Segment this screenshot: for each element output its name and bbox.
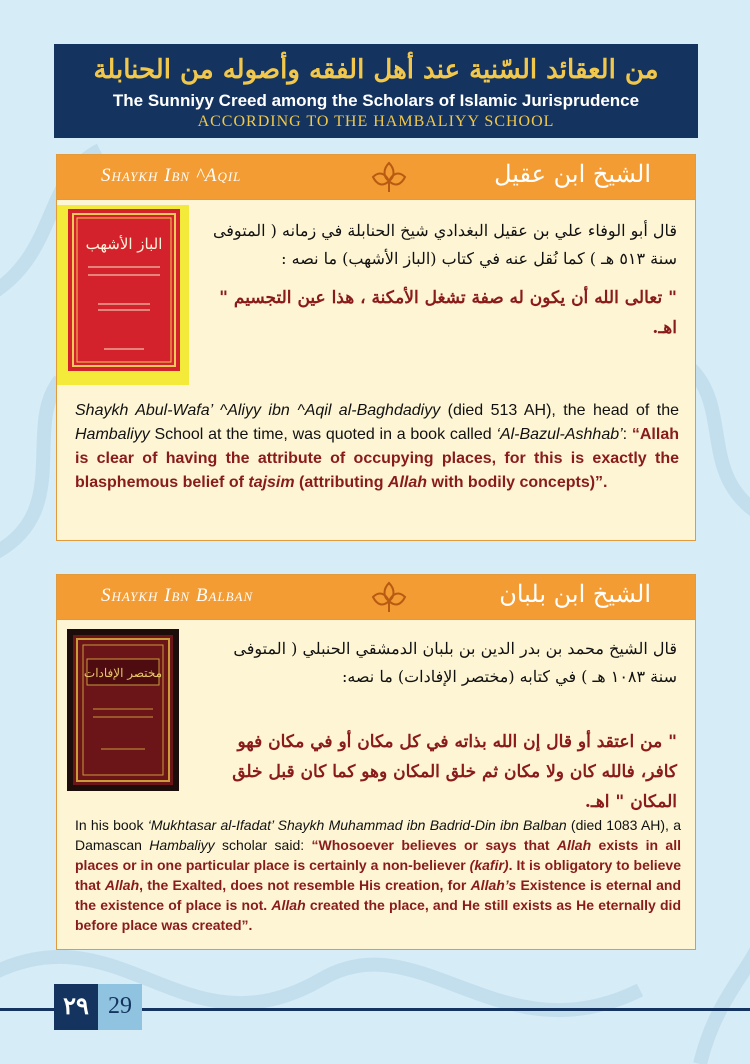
page-number: 29 — [98, 984, 142, 1030]
book-title: ‘Al-Bazul-Ashhab’ — [496, 426, 623, 443]
header-title-english: The Sunniyy Creed among the Scholars of Islamic Jurisprudence — [112, 91, 640, 110]
arabic-quote: " تعالى الله أن يكون له صفة تشغل الأمكنة ، هذا عين التجسيم " اهـ. — [219, 288, 677, 338]
card-name-english: Shaykh Ibn Balban — [101, 585, 254, 606]
header-title-arabic: من العقائد السّنية عند أهل الفقه وأصوله من الحنابلة — [93, 55, 659, 85]
arabic-quote: " من اعتقد أو قال إن الله بذاته في كل مكان أو في مكان فهو كافر، فالله كان ولا مكان ثم خلق المكان وهو كما كان قبل خلق المكان " اهـ. — [232, 732, 677, 812]
card-title-bar — [57, 155, 695, 200]
card-name-english: Shaykh Ibn ^Aqil — [101, 165, 242, 186]
ornament-icon — [369, 579, 409, 615]
english-translation: Shaykh Abul-Wafa’ ^Aliyy ibn ^Aqil al-Baghdadiyy (died 513 AH), the head of the Hambaliyy School at the time, was quoted in a book called ‘Al-Bazul-Ashhab’: “Allah is clear of having the attribute of occupying places, for this is exactly the blasphemous belief of tajsim (attributing Allah with bodily concepts)”. — [75, 402, 679, 491]
english-quote: “Whosoever believes or says that Allah exists in all places or in one particular place is certainly a non-believer (kafir). It is obligatory to believe that Allah, the Exalted, does not resemble His creation, for Allah’s Existence is eternal and the existence of place is not. Allah created the place, and He still exists as He eternally did before place was created”. — [75, 837, 682, 933]
page-header — [54, 44, 698, 138]
card-name-arabic: الشيخ ابن بلبان — [499, 580, 651, 608]
card-ibn-balban — [56, 574, 696, 950]
arabic-intro: قال أبو الوفاء علي بن عقيل البغدادي شيخ الحنابلة في زمانه ( المتوفى سنة ٥١٣ هـ ) كما نُقل عنه في كتاب (الباز الأشهب) ما نصه : — [212, 221, 677, 268]
book-cover-title: مختصر الإفادات — [83, 666, 163, 680]
english-quote: “Allah is clear of having the attribute of occupying places, for this is exactly the blasphemous belief of tajsim (attributing Allah with bodily concepts)”. — [75, 426, 679, 491]
arabic-intro: قال الشيخ محمد بن بدر الدين بن بلبان الدمشقي الحنبلي ( المتوفى سنة ١٠٨٣ هـ ) في كتابه (مختصر الإفادات) ما نصه: — [233, 639, 677, 686]
book-title: ‘Mukhtasar al-Ifadat’ Shaykh Muhammad ibn Badrid-Din ibn Balban — [147, 817, 567, 833]
book-cover-image — [68, 209, 180, 371]
book-cover-image — [67, 629, 179, 791]
card-name-arabic: الشيخ ابن عقيل — [494, 160, 651, 188]
card-title-bar — [57, 575, 695, 620]
header-subtitle: ACCORDING TO THE HAMBALIYY SCHOOL — [197, 113, 555, 130]
english-translation: In his book ‘Mukhtasar al-Ifadat’ Shaykh Muhammad ibn Badrid-Din ibn Balban (died 1083 AH), a Damascan Hambaliyy scholar said: “Whosoever believes or says that Allah exists in all places or in one particular place is certainly a non-believer (kafir). It is obligatory to believe that Allah, the Exalted, does not resemble His creation, for Allah’s Existence is eternal and the existence of place is not. Allah created the place, and He still exists as He eternally did before place was created”. — [75, 817, 682, 933]
book-cover-title: الباز الأشهب — [85, 235, 163, 253]
card-ibn-aqil — [56, 154, 696, 541]
ornament-icon — [369, 159, 409, 195]
page-number-arabic: ٢٩ — [54, 984, 98, 1030]
scholar-name: Shaykh Abul-Wafa’ ^Aliyy ibn ^Aqil al-Baghdadiyy — [75, 402, 441, 419]
